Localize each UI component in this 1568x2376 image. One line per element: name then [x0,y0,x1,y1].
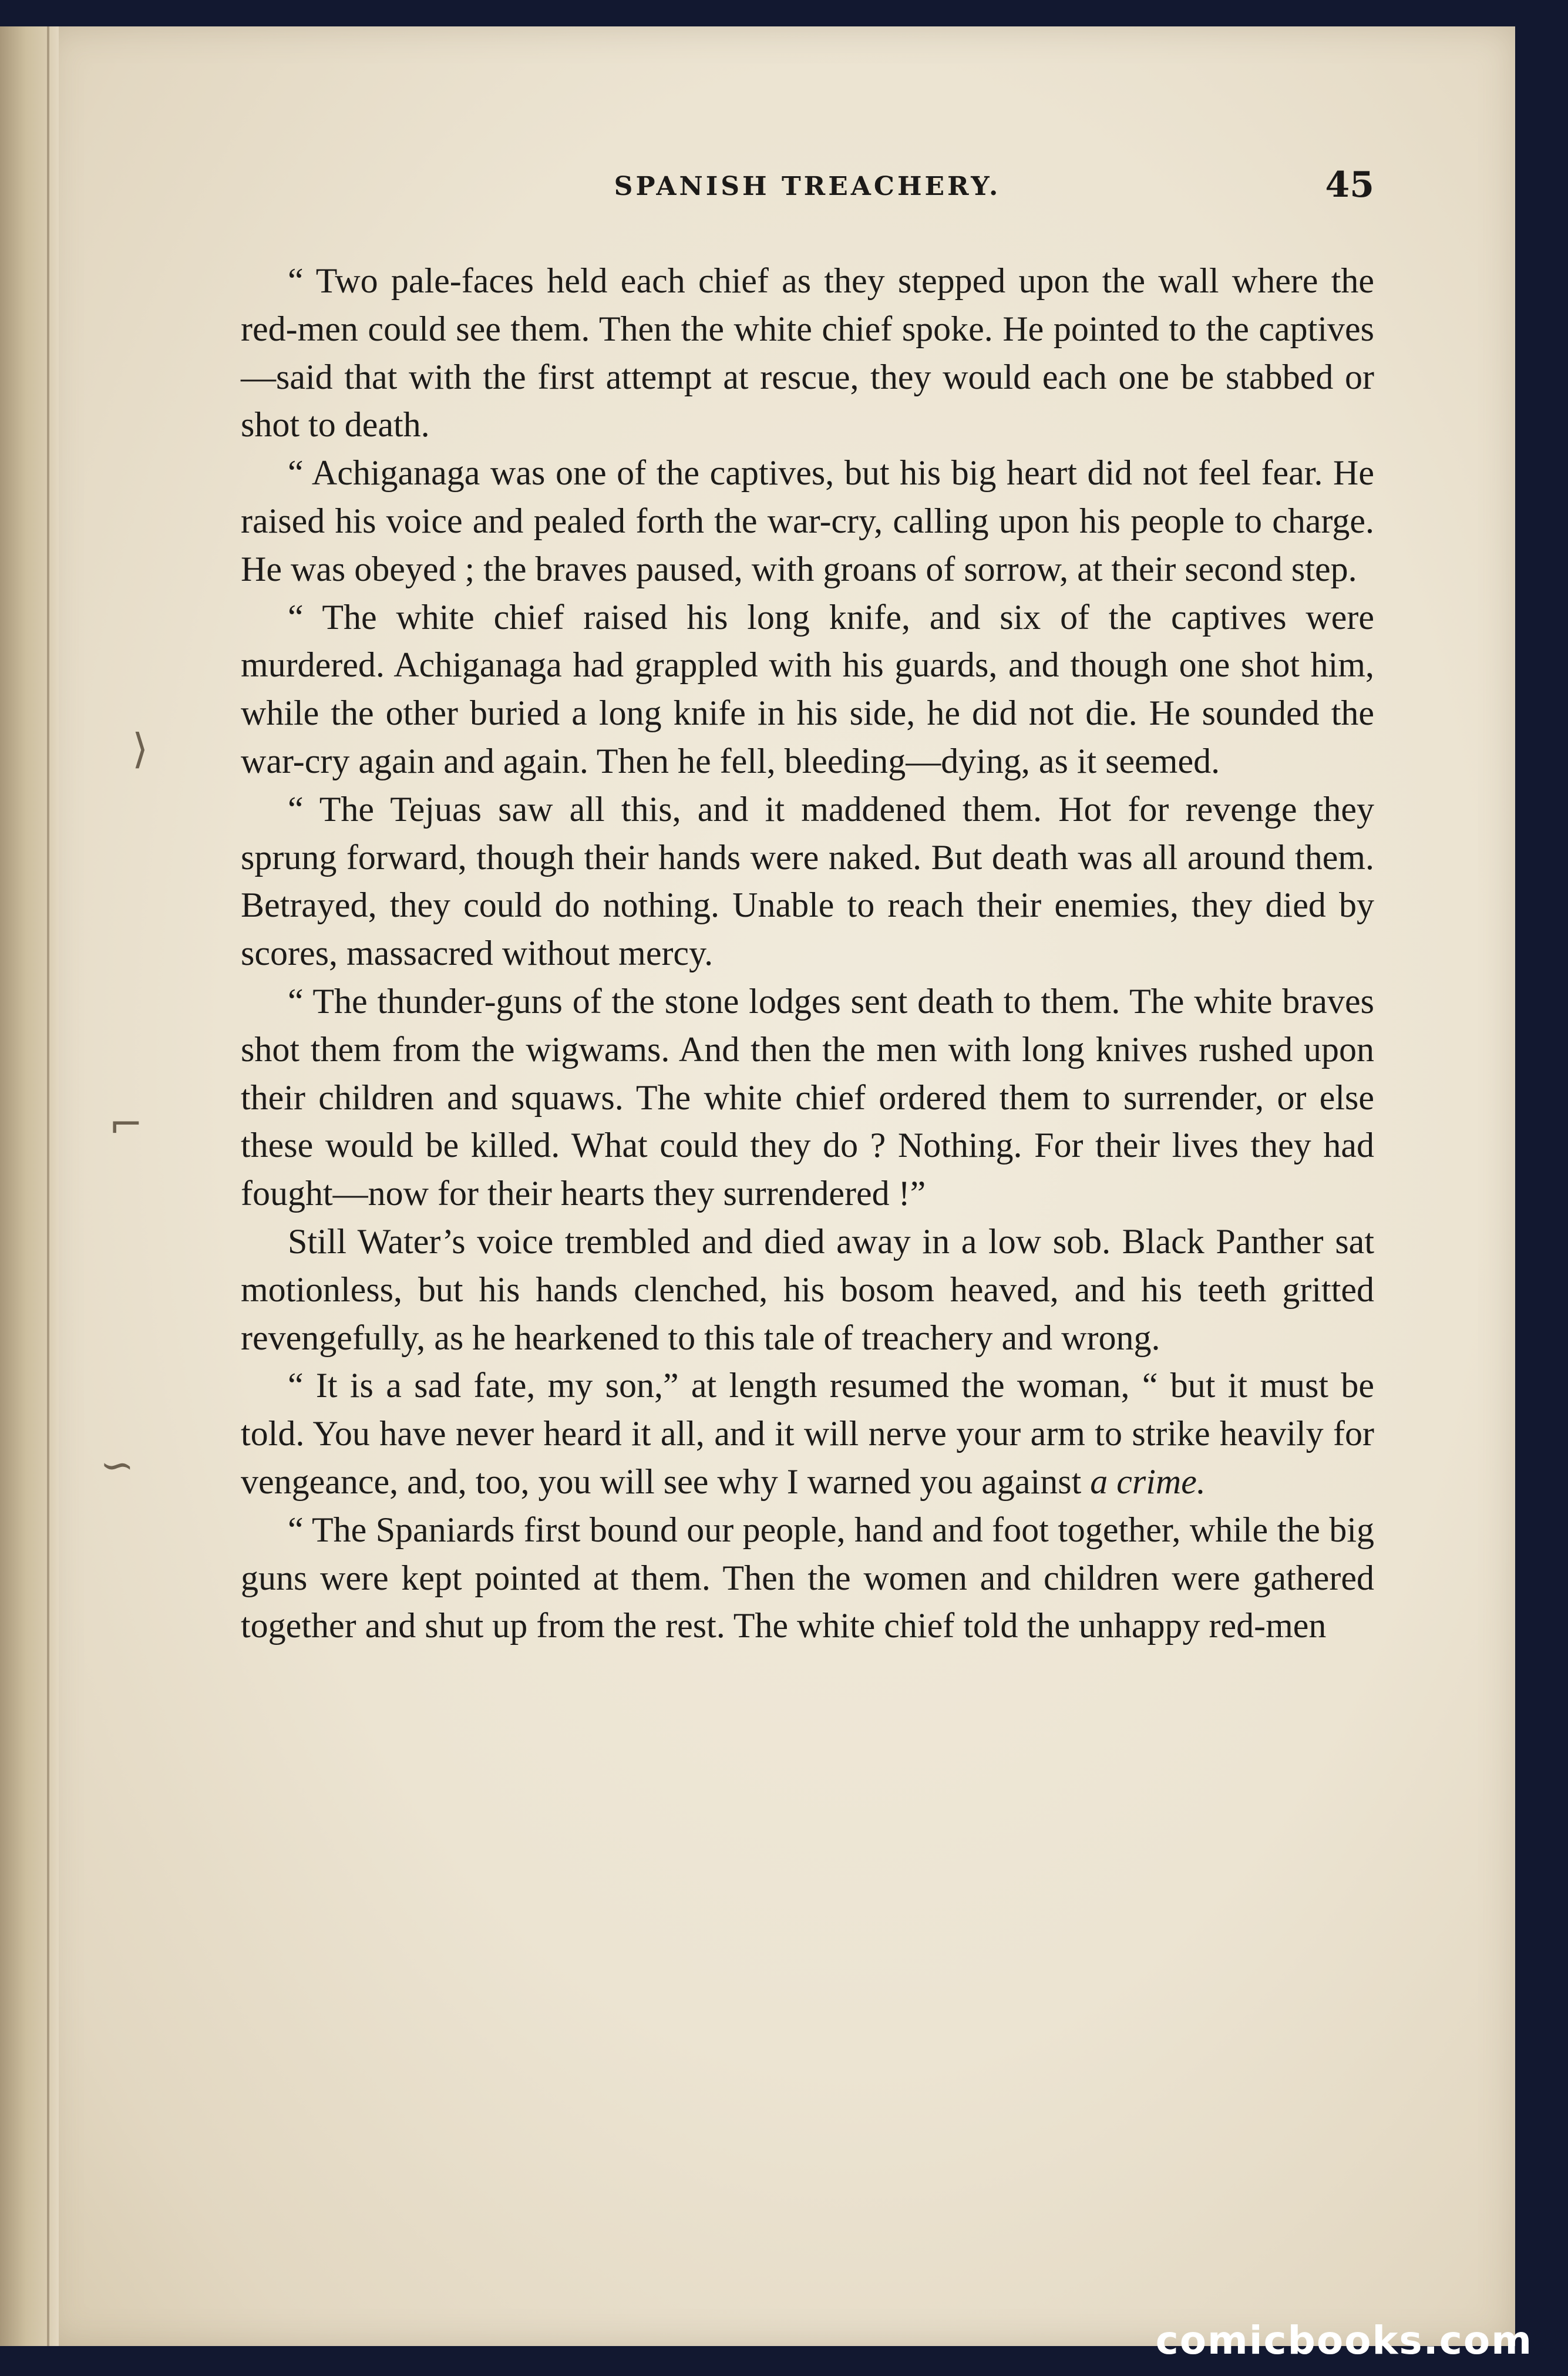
paragraph: Still Water’s voice trembled and died away in a low sob. Black Panther sat motionless, but his hands clenched, his bosom heaved, and his teeth gritted revengefully, as he hearkened to this tale of treachery and wrong. [241,1221,1374,1357]
body-text [241,257,1374,1650]
emphasis-text: a crime. [1090,1462,1206,1501]
running-head: SPANISH TREACHERY. [614,171,1001,201]
book-gutter [0,26,59,2346]
binding-stitch-icon: ∽ [100,1441,134,1489]
paragraph: “ The thunder-guns of the stone lodges sent death to them. The white braves shot them from the wigwams. And then the men with long knives rushed upon their children and squaws. The white chief ordered them to surrender, or else these would be killed. What could they do ? Nothing. For their lives they had fought—now for their hearts they surrendered !” [241,981,1374,1213]
gutter-fold [47,26,49,2346]
binding-stitch-icon: ⟩ [132,725,149,773]
binding-stitch-icon: ⌐ [109,1101,143,1149]
paragraph: “ The white chief raised his long knife, and six of the captives were murdered. Achiganaga had grappled with his guards, and though one shot him, while the other buried a long knife in his side, he did not die. He sounded the war-cry again and again. Then he fell, bleeding—dying, as it seemed. [241,597,1374,780]
page-header [241,164,1374,217]
paragraph: “ The Spaniards first bound our people, hand and foot together, while the big guns were kept pointed at them. Then the women and children were gathered together and shut up from the rest. The white chief told the unhappy red-men [241,1510,1374,1645]
paragraph: “ Two pale-faces held each chief as they stepped upon the wall where the red-men could see them. Then the white chief spoke. He pointed to the captives—said that with the first attempt at rescue, they would each one be stabbed or shot to death. [241,261,1374,445]
paragraph: “ Achiganaga was one of the captives, but his big heart did not feel fear. He raised his voice and pealed forth the war-cry, calling upon his people to charge. He was obeyed ; the braves paused, with groans of sorrow, at their second step. [241,453,1374,588]
paragraph [241,1362,1374,1506]
paragraph: “ The Tejuas saw all this, and it maddened them. Hot for revenge they sprung forward, though their hands were naked. But death was all around them. Betrayed, they could do nothing. Unable to reach their enemies, they died by scores, massacred without mercy. [241,789,1374,973]
page-number: 45 [1325,164,1374,206]
watermark: comicbooks.com [1155,2318,1533,2363]
paragraph-text: “ It is a sad fate, my son,” at length resumed the woman, “ but it must be told. You have never heard it all, and it will nerve your arm to strike heavily for vengeance, and, too, you will see why I warned you against [241,1366,1374,1501]
